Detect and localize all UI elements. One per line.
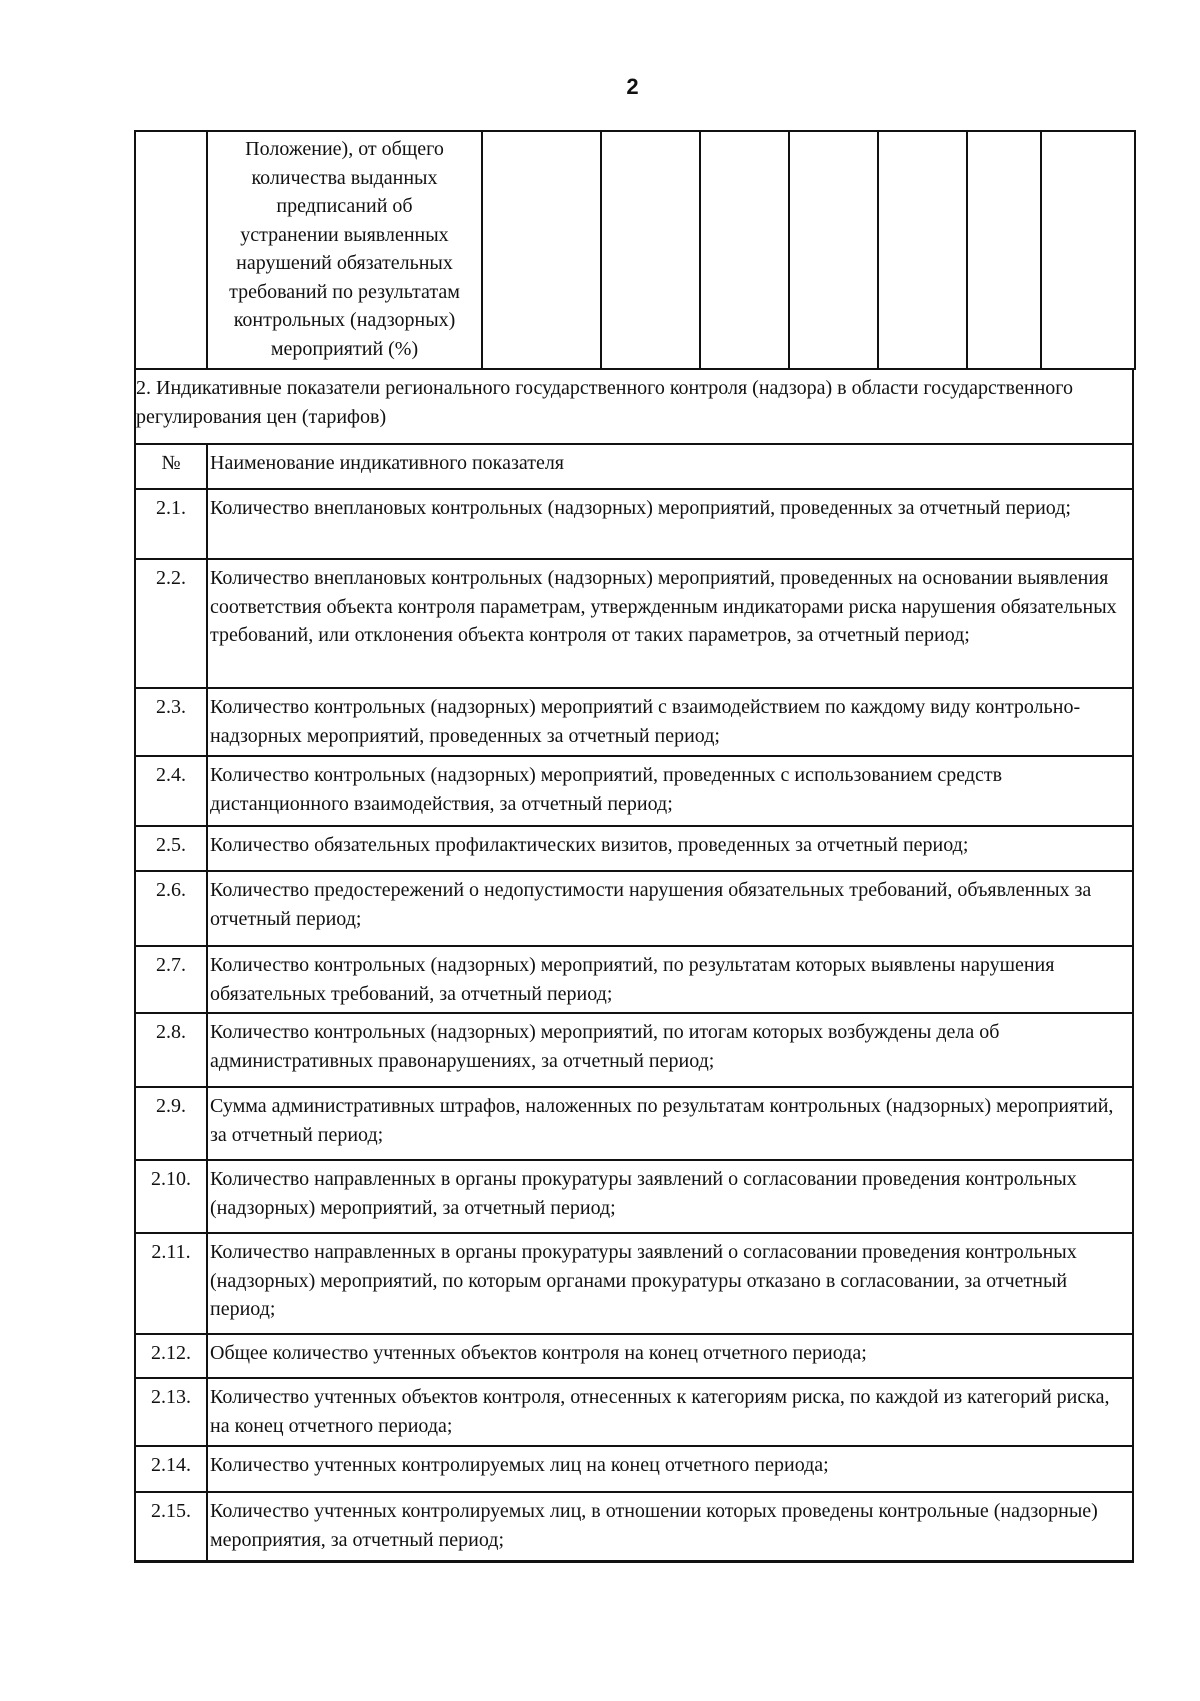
empty-cell xyxy=(601,131,700,369)
row-text: Количество внеплановых контрольных (надзорных) мероприятий, проведенных за отчетный период; xyxy=(210,497,1071,519)
row-num: 2.2. xyxy=(136,560,208,687)
empty-cell xyxy=(789,131,878,369)
empty-cell xyxy=(135,131,207,369)
description-line: устранении выявленных xyxy=(240,223,449,246)
description-line: мероприятий (%) xyxy=(270,337,419,360)
table-row xyxy=(134,1379,1134,1447)
row-text: Сумма административных штрафов, наложенных по результатам контрольных (надзорных) мероприятий, за отчетный период; xyxy=(210,1095,1114,1146)
row-num: 2.7. xyxy=(136,947,208,1012)
empty-cell xyxy=(1041,131,1135,369)
table-row xyxy=(134,1234,1134,1335)
row-num: 2.3. xyxy=(136,689,208,755)
indicator-description-cell xyxy=(207,131,482,369)
row-text: Количество направленных в органы прокуратуры заявлений о согласовании проведения контрольных (надзорных) мероприятий, за отчетный период; xyxy=(210,1168,1077,1219)
table-header-row xyxy=(134,445,1134,490)
empty-cell xyxy=(482,131,601,369)
table-row xyxy=(134,1493,1134,1563)
table-row xyxy=(134,1161,1134,1234)
row-text: Количество направленных в органы прокуратуры заявлений о согласовании проведения контрольных (надзорных) мероприятий, по которым органами прокуратуры отказано в согласовании, за отчетный период; xyxy=(210,1241,1077,1320)
empty-cell xyxy=(878,131,967,369)
table-row xyxy=(134,757,1134,827)
row-text: Количество предостережений о недопустимости нарушения обязательных требований, объявленных за отчетный период; xyxy=(210,879,1092,930)
row-text: Количество контрольных (надзорных) мероприятий с взаимодействием по каждому виду контрольно-надзорных мероприятий, проведенных за отчетный период; xyxy=(210,696,1081,747)
row-text: Количество учтенных объектов контроля, отнесенных к категориям риска, по каждой из категорий риска, на конец отчетного периода; xyxy=(210,1386,1110,1437)
table-row xyxy=(134,490,1134,560)
empty-cell xyxy=(967,131,1041,369)
row-text: Количество учтенных контролируемых лиц на конец отчетного периода; xyxy=(210,1454,829,1476)
table-row xyxy=(134,947,1134,1014)
table-row xyxy=(134,872,1134,947)
page-number: 2 xyxy=(626,74,639,99)
header-name: Наименование индикативного показателя xyxy=(210,452,565,474)
row-text: Количество обязательных профилактических визитов, проведенных за отчетный период; xyxy=(210,834,969,856)
continuation-table xyxy=(134,130,1136,370)
row-text: Общее количество учтенных объектов контроля на конец отчетного периода; xyxy=(210,1342,867,1364)
table-row xyxy=(134,689,1134,757)
table-row xyxy=(134,1335,1134,1379)
table-row xyxy=(134,1088,1134,1161)
description-line: требований по результатам xyxy=(229,280,460,303)
row-num: 2.12. xyxy=(136,1335,208,1377)
row-num: 2.15. xyxy=(136,1493,208,1560)
description-line: контрольных (надзорных) xyxy=(233,309,456,331)
row-text: Количество внеплановых контрольных (надзорных) мероприятий, проведенных на основании выявления соответствия объекта контроля параметрам, утвержденным индикаторами риска нарушения обязательных требований, или отклонения объекта контроля от таких параметров, за отчетный период; xyxy=(210,567,1117,646)
empty-cell xyxy=(700,131,789,369)
table-row xyxy=(134,827,1134,872)
row-num: 2.9. xyxy=(136,1088,208,1159)
row-num: 2.4. xyxy=(136,757,208,825)
description-line: количества выданных xyxy=(251,166,438,189)
row-text: Количество контрольных (надзорных) мероприятий, по результатам которых выявлены нарушения обязательных требований, за отчетный период; xyxy=(210,954,1055,1005)
row-num: 2.11. xyxy=(136,1234,208,1333)
row-num: 2.13. xyxy=(136,1379,208,1445)
row-num: 2.1. xyxy=(136,490,208,558)
header-num: № xyxy=(136,445,208,488)
row-num: 2.10. xyxy=(136,1161,208,1232)
table-row xyxy=(134,1014,1134,1088)
row-text: Количество контрольных (надзорных) мероприятий, по итогам которых возбуждены дела об административных правонарушениях, за отчетный период; xyxy=(210,1021,1000,1072)
table-row xyxy=(134,1447,1134,1493)
row-num: 2.8. xyxy=(136,1014,208,1086)
row-text: Количество учтенных контролируемых лиц, в отношении которых проведены контрольные (надзорные) мероприятия, за отчетный период; xyxy=(210,1500,1098,1551)
row-num: 2.14. xyxy=(136,1447,208,1491)
section-title: 2. Индикативные показатели регионального государственного контроля (надзора) в области государственного регулирования цен (тарифов) xyxy=(134,370,1134,445)
indicators-table xyxy=(134,445,1134,1563)
table-row xyxy=(134,560,1134,689)
description-line: Положение), от общего xyxy=(245,138,444,160)
row-text: Количество контрольных (надзорных) мероприятий, проведенных с использованием средств дистанционного взаимодействия, за отчетный период; xyxy=(210,764,1003,815)
description-line: нарушений обязательных xyxy=(236,252,453,274)
description-line: предписаний об xyxy=(276,195,413,217)
row-num: 2.6. xyxy=(136,872,208,945)
row-num: 2.5. xyxy=(136,827,208,870)
